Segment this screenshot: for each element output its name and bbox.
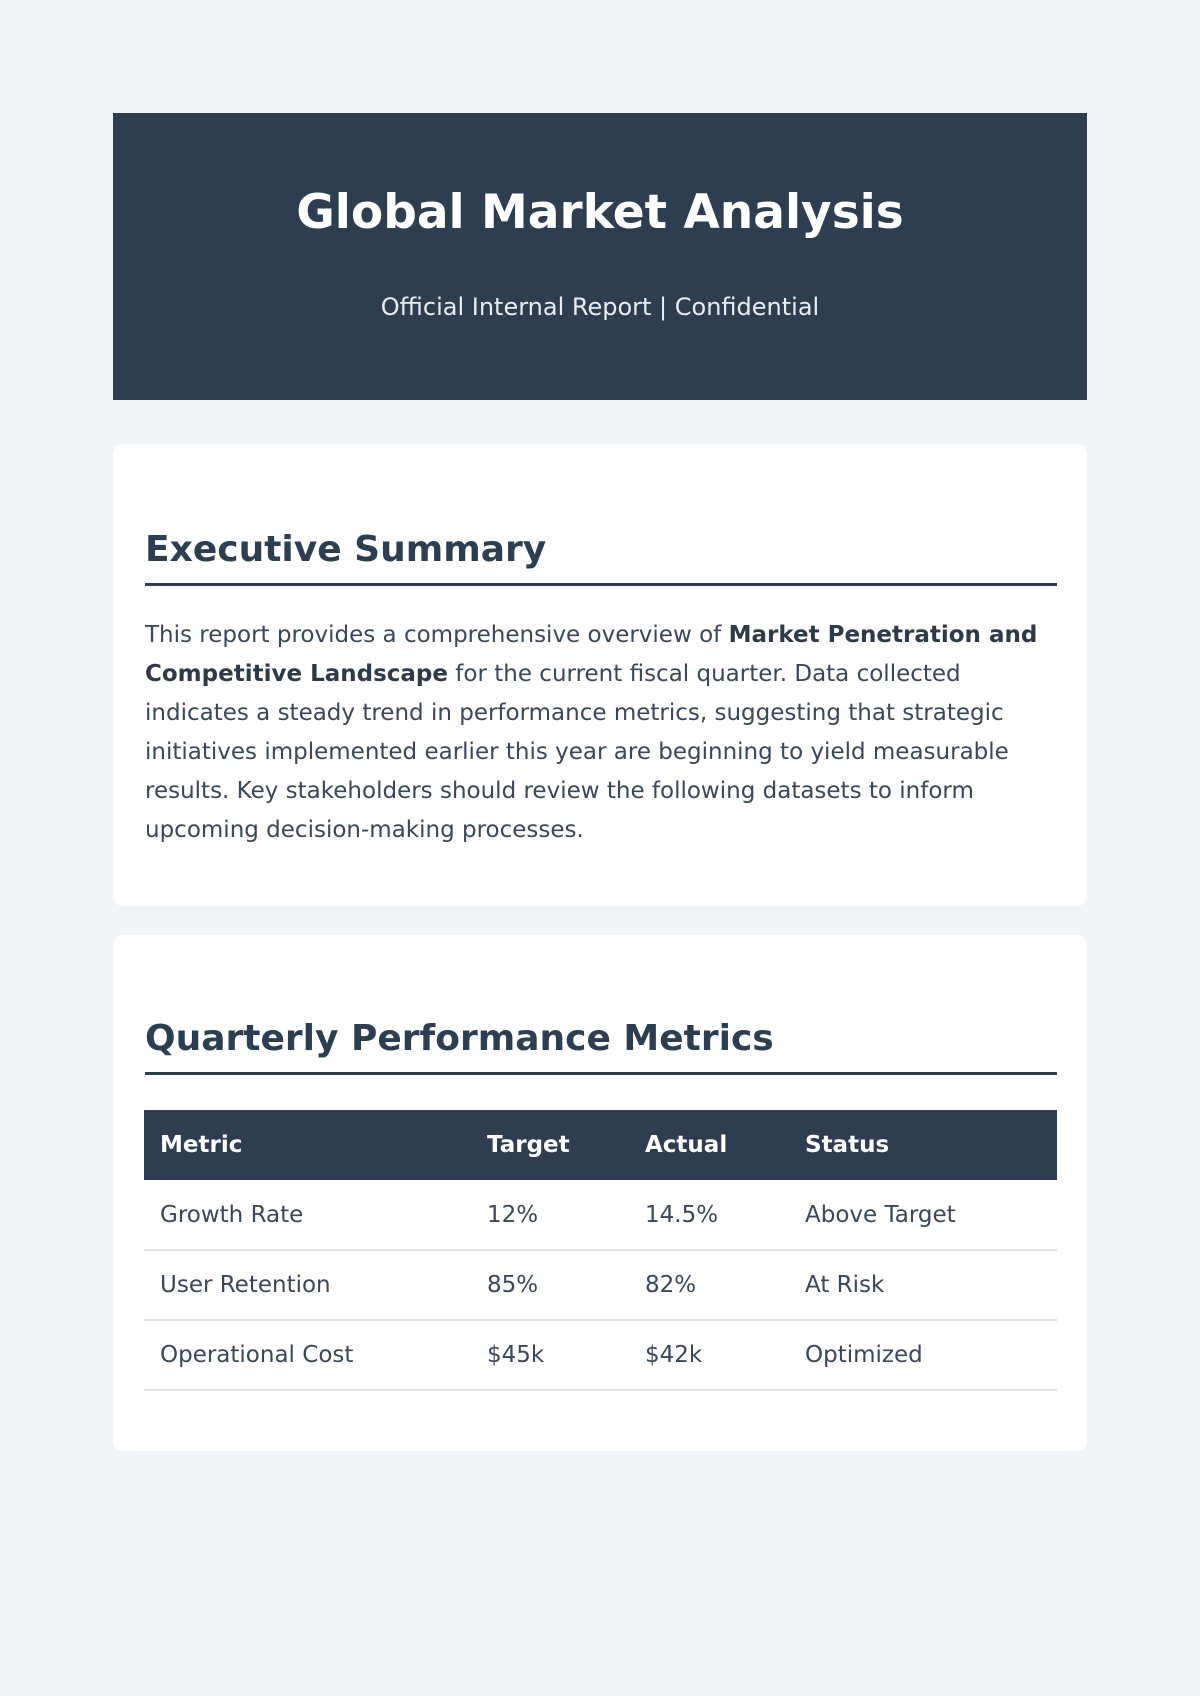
report-title: Global Market Analysis bbox=[296, 185, 904, 240]
cell-actual: $42k bbox=[629, 1320, 789, 1390]
report-subtitle: Official Internal Report | Confidential bbox=[380, 293, 820, 321]
cell-target: $45k bbox=[471, 1320, 629, 1390]
table-header-row bbox=[144, 1110, 1057, 1180]
cell-actual: 82% bbox=[629, 1250, 789, 1320]
performance-metrics-heading: Quarterly Performance Metrics bbox=[145, 1017, 1057, 1075]
column-header-target: Target bbox=[471, 1110, 629, 1180]
cell-status: At Risk bbox=[789, 1250, 1057, 1320]
cell-metric: Growth Rate bbox=[144, 1180, 471, 1250]
cell-target: 12% bbox=[471, 1180, 629, 1250]
metrics-table bbox=[144, 1110, 1057, 1391]
summary-text-intro: This report provides a comprehensive overview of bbox=[145, 622, 729, 648]
cell-status: Above Target bbox=[789, 1180, 1057, 1250]
summary-text-body: for the current fiscal quarter. Data collected indicates a steady trend in performance metrics, suggesting that strategic initiatives implemented earlier this year are beginning to yield measurable results. Key stakeholders should review the following datasets to inform upcoming decision-making processes. bbox=[145, 661, 1009, 843]
table-row bbox=[144, 1250, 1057, 1320]
report-header bbox=[113, 113, 1087, 400]
table-row bbox=[144, 1320, 1057, 1390]
summary-emphasis: Market Penetration and Competitive Landscape bbox=[145, 622, 1038, 687]
cell-status: Optimized bbox=[789, 1320, 1057, 1390]
cell-actual: 14.5% bbox=[629, 1180, 789, 1250]
cell-metric: User Retention bbox=[144, 1250, 471, 1320]
column-header-actual: Actual bbox=[629, 1110, 789, 1180]
table-row bbox=[144, 1180, 1057, 1250]
performance-metrics-card bbox=[113, 935, 1087, 1451]
column-header-metric: Metric bbox=[144, 1110, 471, 1180]
executive-summary-card bbox=[113, 444, 1087, 906]
executive-summary-heading: Executive Summary bbox=[145, 528, 1057, 586]
cell-target: 85% bbox=[471, 1250, 629, 1320]
column-header-status: Status bbox=[789, 1110, 1057, 1180]
executive-summary-text bbox=[145, 616, 1057, 850]
cell-metric: Operational Cost bbox=[144, 1320, 471, 1390]
